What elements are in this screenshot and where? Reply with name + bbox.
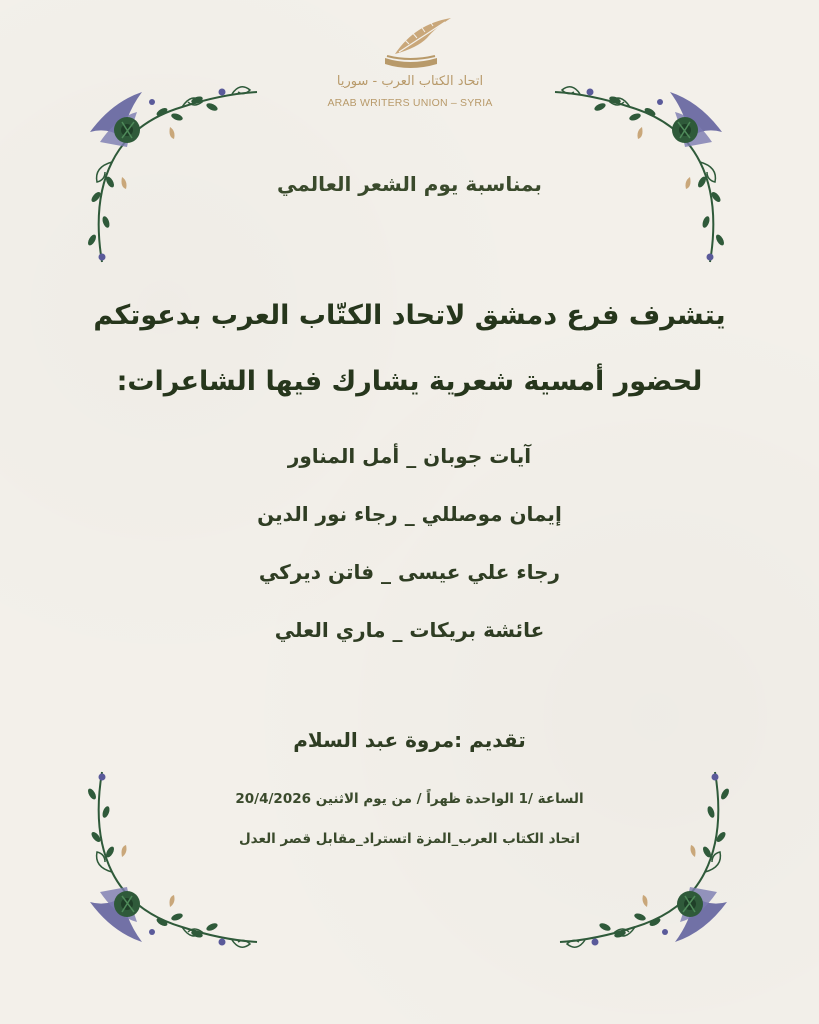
invitation-line-2: لحضور أمسية شعرية يشارك فيها الشاعرات: [116,366,703,397]
poets-line-2: إيمان موصللي _ رجاء نور الدين [257,502,562,526]
poets-line-1: آيات جوبان _ أمل المناور [287,444,532,468]
quill-book-icon [365,14,455,70]
invitation-line-1: يتشرف فرع دمشق لاتحاد الكتّاب العرب بدعوتكم [93,300,726,331]
occasion-heading: بمناسبة يوم الشعر العالمي [277,172,542,196]
event-time: الساعة /1 الواحدة ظهراً / من يوم الاثنين 20/4/2026 [235,791,584,807]
logo-english-text: ARAB WRITERS UNION – SYRIA [327,97,493,109]
event-location: اتحاد الكتاب العرب_المزة اتستراد_مقابل قصر العدل [238,831,581,847]
poets-line-4: عائشة بريكات _ ماري العلي [274,618,545,642]
arab-writers-union-logo [300,14,520,114]
presenter-line: تقديم :مروة عبد السلام [293,728,526,752]
poets-line-3: رجاء علي عيسى _ فاتن ديركي [258,560,561,584]
logo-arabic-text: اتحاد الكتاب العرب - سوريا [336,74,484,89]
